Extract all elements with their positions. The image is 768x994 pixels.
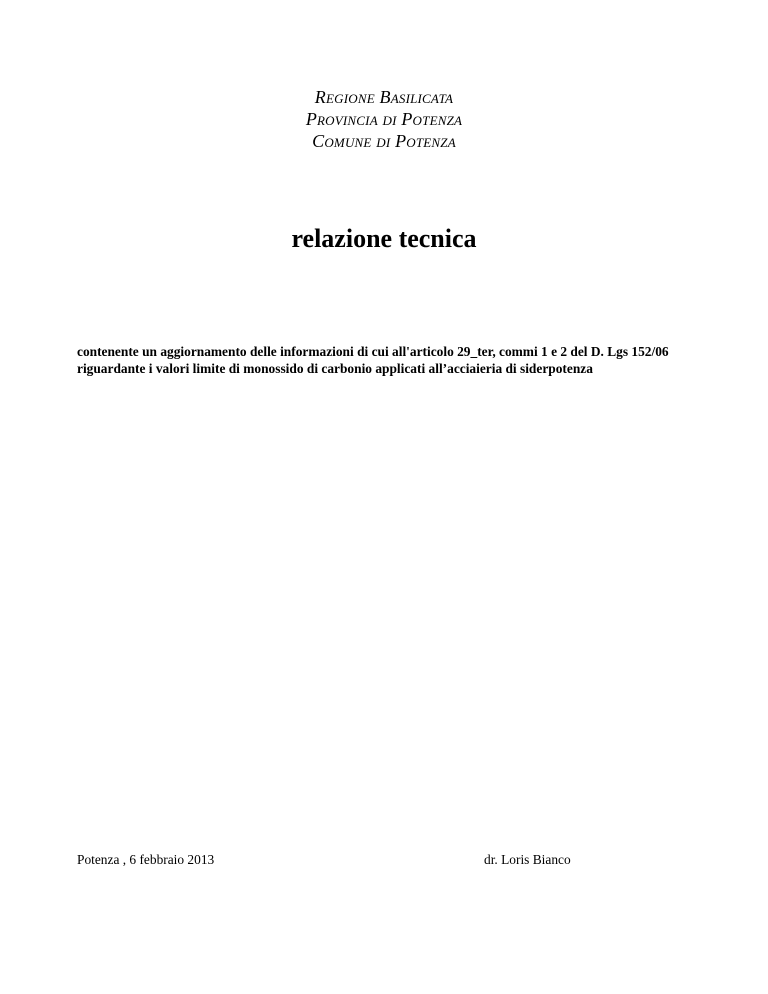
author-name: dr. Loris Bianco: [484, 852, 571, 867]
document-header: [0, 86, 768, 152]
document-title: relazione tecnica: [291, 224, 477, 253]
place-date: Potenza , 6 febbraio 2013: [77, 852, 215, 867]
region-heading: Regione Basilicata: [314, 87, 454, 107]
municipality-heading: Comune di Potenza: [312, 131, 456, 151]
document-subtitle: contenente un aggiornamento delle informazioni di cui all'articolo 29_ter, commi 1 e 2 del D. Lgs 152/06 riguardante i valori limite di monossido di carbonio applicati all’acciaieria di siderpotenza: [77, 344, 669, 376]
province-heading: Provincia di Potenza: [305, 109, 463, 129]
